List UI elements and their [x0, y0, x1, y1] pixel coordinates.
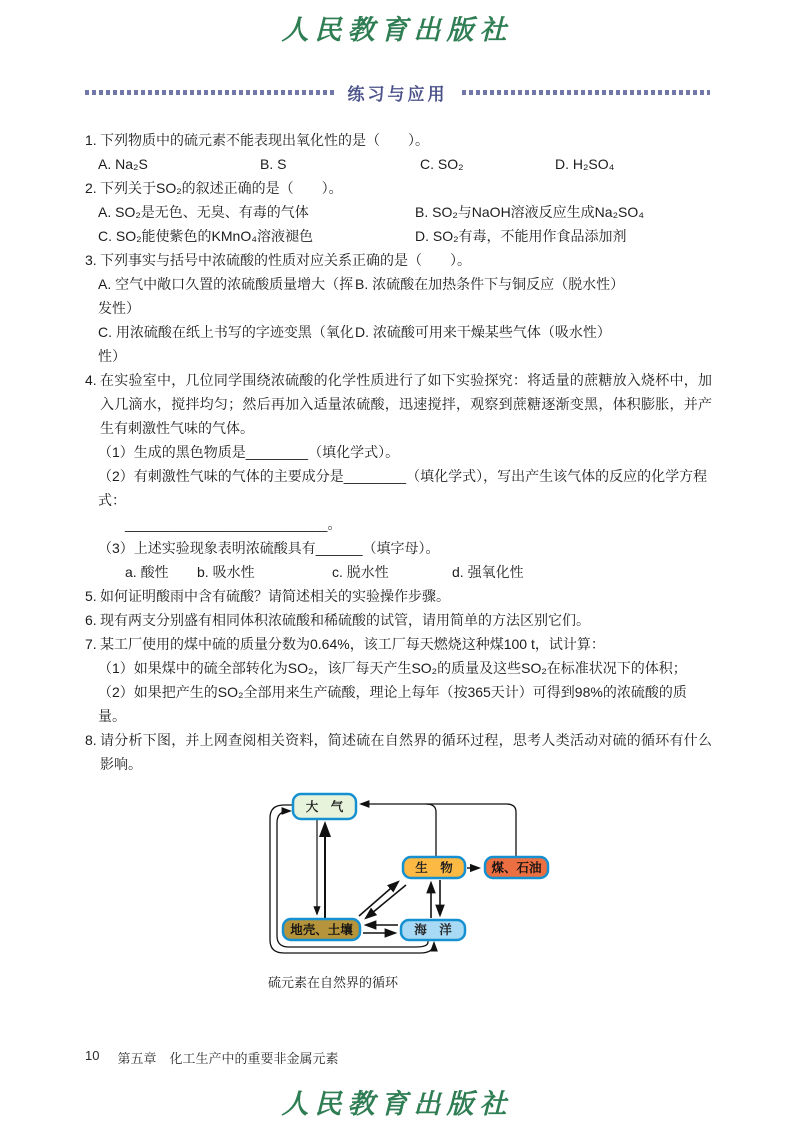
option-b: B. SO₂与NaOH溶液反应生成Na₂SO₄: [415, 204, 644, 220]
question-3-options-row2: [85, 320, 712, 368]
question-4-sub3: （3）上述实验现象表明浓硫酸具有______（填字母）。: [98, 540, 440, 556]
question-7: [85, 632, 712, 656]
exercise-list: [85, 128, 712, 995]
node-coal-oil-label: 煤、石油: [491, 861, 542, 875]
question-7-number: 7.: [85, 636, 97, 652]
arrow-biosphere-to-crust: [366, 885, 406, 918]
question-1-number: 1.: [85, 132, 97, 148]
chapter-title: 第五章 化工生产中的重要非金属元素: [117, 1051, 339, 1066]
option-c: C. SO₂能使紫色的KMnO₄溶液褪色: [98, 228, 313, 244]
option-d: D. 浓硫酸可用来干燥某些气体（吸水性）: [355, 324, 611, 340]
sulfur-cycle-svg: [258, 790, 574, 962]
option-c: C. SO₂: [420, 156, 464, 172]
band-dashes-left: [85, 90, 334, 95]
option-a: A. 空气中敞口久置的浓硫酸质量增大（挥发性）: [98, 276, 354, 316]
question-2-options-row2: [85, 224, 712, 248]
question-4-sub2: （2）有刺激性气味的气体的主要成分是________（填化学式），写出产生该气体的反应的化学方程式：: [98, 468, 708, 508]
question-7-sub1: （1）如果煤中的硫全部转化为SO₂，该厂每天产生SO₂的质量及这些SO₂在标准状况下的体积；: [98, 660, 687, 676]
node-crust-soil-label: 地壳、土壤: [290, 923, 353, 937]
option-d: D. H₂SO₄: [555, 156, 615, 172]
question-3: [85, 248, 712, 272]
section-band: [85, 80, 710, 105]
option-c: c. 脱水性: [332, 564, 389, 580]
question-1-text: 下列物质中的硫元素不能表现出氧化性的是（ ）。: [100, 132, 429, 148]
option-b: B. S: [260, 156, 287, 172]
question-6-number: 6.: [85, 612, 97, 628]
option-d: D. SO₂有毒，不能用作食品添加剂: [415, 228, 627, 244]
option-b: B. 浓硫酸在加热条件下与铜反应（脱水性）: [355, 276, 625, 292]
question-7-text: 某工厂使用的煤中硫的质量分数为0.64%，该工厂每天燃烧这种煤100 t，试计算：: [100, 636, 605, 652]
node-coal-oil: [485, 857, 548, 878]
question-5-text: 如何证明酸雨中含有硫酸？请简述相关的实验操作步骤。: [100, 588, 450, 604]
question-8-number: 8.: [85, 732, 97, 748]
section-title: 练习与应用: [347, 85, 448, 104]
question-5-number: 5.: [85, 588, 97, 604]
question-4: [85, 368, 712, 440]
question-3-options-row1: [85, 272, 712, 320]
question-2: [85, 176, 712, 200]
page-number: 10: [85, 1048, 100, 1063]
option-a: A. SO₂是无色、无臭、有毒的气体: [98, 204, 309, 220]
arrow-biosphere-to-atmosphere: [426, 804, 436, 857]
band-dashes-right: [462, 90, 711, 95]
question-4-text: 在实验室中，几位同学围绕浓硫酸的化学性质进行了如下实验探究：将适量的蔗糖放入烧杯中，加入几滴水，搅拌均匀；然后再加入适量浓硫酸，迅速搅拌，观察到蔗糖逐渐变黑，体积膨胀，并产生有刺激性气味的气体。: [100, 372, 712, 436]
question-4-number: 4.: [85, 372, 97, 388]
publisher-logo-bottom: 人民教育出版社: [281, 1089, 513, 1120]
option-a: A. Na₂S: [98, 156, 148, 172]
node-atmosphere-label: 大 气: [305, 800, 344, 814]
option-b: b. 吸水性: [197, 564, 255, 580]
page-footer: [85, 1048, 338, 1067]
question-2-text: 下列关于SO₂的叙述正确的是（ ）。: [100, 180, 343, 196]
node-crust-soil: [283, 919, 360, 940]
node-ocean: [401, 920, 465, 940]
question-2-options-row1: [85, 200, 712, 224]
question-3-number: 3.: [85, 252, 97, 268]
arrow-coal-oil-to-atmosphere: [361, 804, 516, 857]
question-1: [85, 128, 712, 152]
question-4-sub1: （1）生成的黑色物质是________（填化学式）。: [98, 444, 400, 460]
diagram-caption: 硫元素在自然界的循环: [268, 975, 399, 990]
option-c: C. 用浓硫酸在纸上书写的字迹变黑（氧化性）: [98, 324, 354, 364]
question-3-text: 下列事实与括号中浓硫酸的性质对应关系正确的是（ ）。: [100, 252, 471, 268]
sulfur-cycle-diagram: [258, 790, 574, 995]
node-biosphere-label: 生 物: [415, 861, 453, 875]
option-d: d. 强氧化性: [452, 564, 524, 580]
question-4-sub2-blank: __________________________。: [125, 516, 342, 532]
question-6: [85, 608, 712, 632]
node-ocean-label: 海 洋: [414, 923, 452, 937]
arrow-crust-to-biosphere: [359, 882, 398, 916]
question-8-text: 请分析下图，并上网查阅相关资料，简述硫在自然界的循环过程，思考人类活动对硫的循环有什么影响。: [100, 732, 712, 772]
question-6-text: 现有两支分别盛有相同体积浓硫酸和稀硫酸的试管，请用简单的方法区别它们。: [100, 612, 590, 628]
node-biosphere: [403, 857, 465, 878]
question-8: [85, 728, 712, 776]
question-5: [85, 584, 712, 608]
question-2-number: 2.: [85, 180, 97, 196]
question-7-sub2: （2）如果把产生的SO₂全部用来生产硫酸，理论上每年（按365天计）可得到98%的浓硫酸的质量。: [98, 684, 687, 724]
question-4-letter-options: [85, 560, 712, 584]
node-atmosphere: [293, 794, 356, 819]
option-a: a. 酸性: [125, 564, 169, 580]
publisher-logo-top: 人民教育出版社: [281, 15, 513, 46]
question-1-options: [85, 152, 712, 176]
